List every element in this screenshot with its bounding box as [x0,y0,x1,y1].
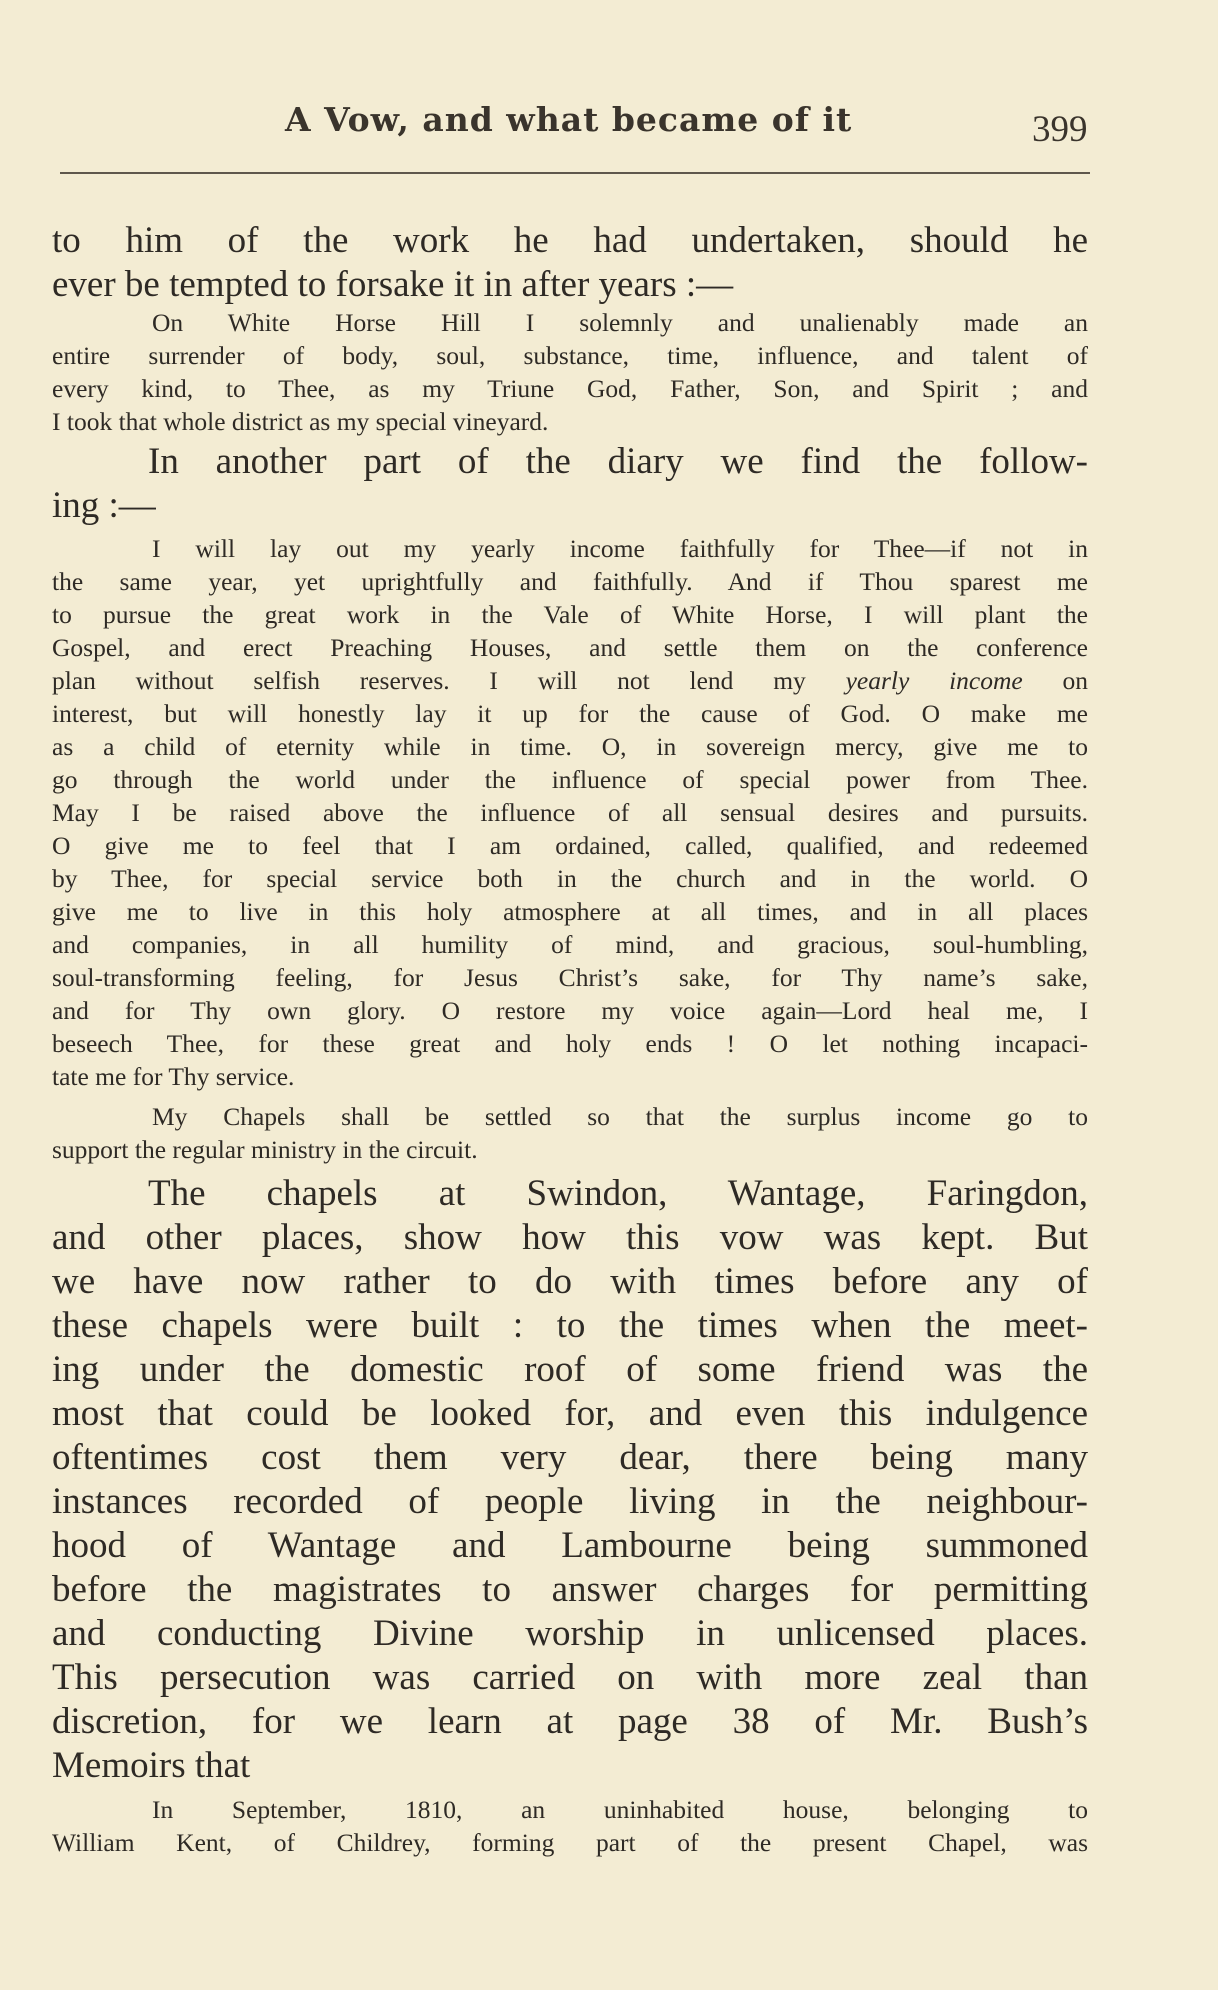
text-line: discretion, for we learn at page 38 of Mr. Bush’s [52,1701,1088,1742]
intro-paragraph [52,219,1088,307]
text-line: tate me for Thy service. [52,1062,295,1091]
text-fragment: plan without selfish reserves. I will not lend my [52,666,846,695]
text-line: every kind, to Thee, as my Triune God, Father, Son, and Spirit ; and [52,374,1088,403]
text-line: oftentimes cost them very dear, there being many [52,1437,1088,1478]
text-line: we have now rather to do with times before any of [52,1261,1088,1302]
text-line: as a child of eternity while in time. O, in sovereign mercy, give me to [52,732,1088,761]
text-line: to him of the work he had undertaken, should he [52,220,1088,261]
kent-quotation [52,1793,1088,1859]
text-line: entire surrender of body, soul, substance, time, influence, and talent of [52,341,1088,370]
text-line: I will lay out my yearly income faithfully for Thee—if not in [152,534,1088,563]
text-line: support the regular ministry in the circuit. [52,1135,478,1164]
running-title: A Vow, and what became of it [285,100,853,139]
text-line: interest, but will honestly lay it up for the cause of God. O make me [52,699,1088,728]
text-line: beseech Thee, for these great and holy ends ! O let nothing incapaci- [52,1029,1088,1058]
text-line: In September, 1810, an uninhabited house, belonging to [152,1795,1088,1824]
main-paragraph [52,1172,1088,1788]
text-line: Memoirs that [52,1745,251,1786]
text-line: In another part of the diary we find the follow- [148,441,1088,482]
text-line: most that could be looked for, and even this indulgence [52,1393,1088,1434]
text-line: ever be tempted to forsake it in after years :— [52,264,734,305]
text-line: I took that whole district as my special vineyard. [52,407,549,436]
text-line: hood of Wantage and Lambourne being summoned [52,1525,1088,1566]
text-line: to pursue the great work in the Vale of White Horse, I will plant the [52,600,1088,629]
page-number: 399 [1032,109,1088,150]
text-line: the same year, yet uprightfully and faithfully. And if Thou sparest me [52,567,1088,596]
text-line: This persecution was carried on with more zeal than [52,1657,1088,1698]
text-line: go through the world under the influence of special power from Thee. [52,765,1088,794]
text-line: and companies, in all humility of mind, and gracious, soul-humbling, [52,930,1088,959]
text-line-italic [52,664,1088,697]
text-line: before the magistrates to answer charges for permitting [52,1569,1088,1610]
text-line: O give me to feel that I am ordained, called, qualified, and redeemed [52,831,1088,860]
text-line: these chapels were built : to the times when the meet- [52,1305,1088,1346]
chapels-quotation [52,1100,1088,1166]
text-line: instances recorded of people living in the neighbour- [52,1481,1088,1522]
text-fragment: on [1022,666,1088,695]
text-line: soul-transforming feeling, for Jesus Christ’s sake, for Thy name’s sake, [52,963,1088,992]
text-line: ing under the domestic roof of some friend was the [52,1349,1088,1390]
text-line: and other places, show how this vow was kept. But [52,1217,1088,1258]
vow-quotation [52,306,1088,438]
diary-paragraph [52,440,1088,528]
text-line: and conducting Divine worship in unlicensed places. [52,1613,1088,1654]
text-line: The chapels at Swindon, Wantage, Faringdon, [148,1173,1088,1214]
text-line: William Kent, of Childrey, forming part of the present Chapel, was [52,1828,1088,1857]
text-line: My Chapels shall be settled so that the surplus income go to [152,1102,1088,1131]
text-line: On White Horse Hill I solemnly and unalienably made an [152,308,1088,337]
text-line: ing :— [52,485,156,526]
text-line: Gospel, and erect Preaching Houses, and settle them on the conference [52,633,1088,662]
text-line: by Thee, for special service both in the church and in the world. O [52,864,1088,893]
text-line: May I be raised above the influence of all sensual desires and pursuits. [52,798,1088,827]
emphasis: yearly income [845,666,1023,695]
text-line: and for Thy own glory. O restore my voice again—Lord heal me, I [52,996,1088,1025]
text-line: give me to live in this holy atmosphere at all times, and in all places [52,897,1088,926]
diary-quotation [52,532,1088,1093]
header-rule [60,172,1090,174]
